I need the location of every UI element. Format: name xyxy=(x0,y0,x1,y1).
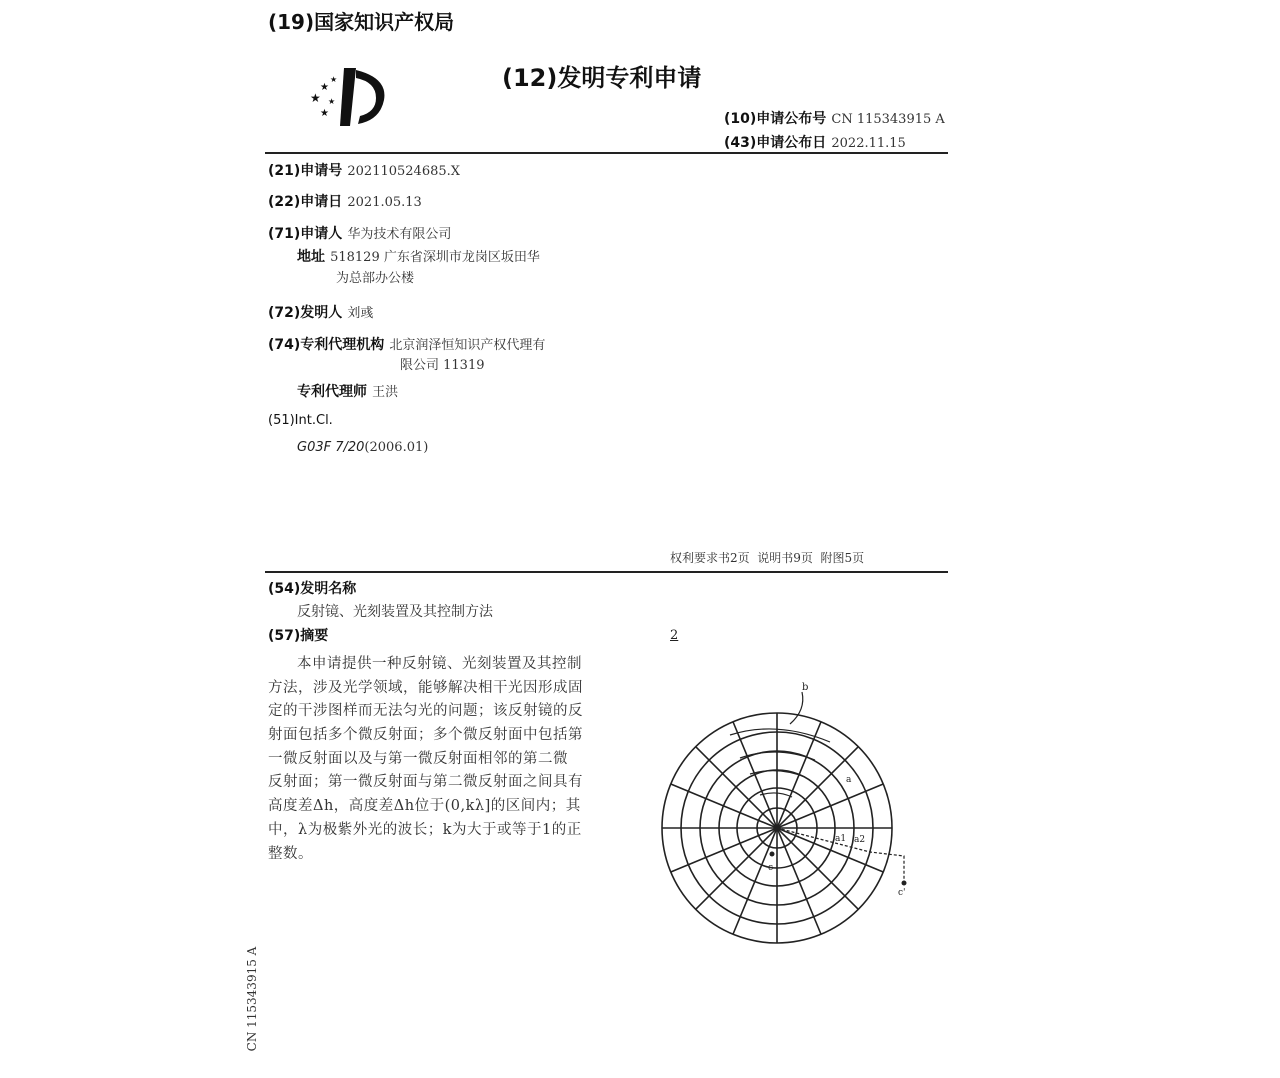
cnipa-logo xyxy=(306,64,392,128)
label-a1: a1 xyxy=(835,834,847,844)
application-number: (21)申请号 202110524685.X xyxy=(268,163,461,179)
abstract-label: (57)摘要 xyxy=(268,628,329,644)
label-c-prime: c' xyxy=(898,888,906,898)
header-divider xyxy=(265,152,948,154)
inventor: (72)发明人 刘彧 xyxy=(268,305,374,321)
svg-text:★: ★ xyxy=(310,91,321,105)
address: 地址 518129 广东省深圳市龙岗区坂田华 xyxy=(297,249,540,265)
publication-number: (10)申请公布号 CN 115343915 A xyxy=(724,111,945,127)
invention-title: 反射镜、光刻装置及其控制方法 xyxy=(297,604,493,620)
application-date: (22)申请日 2021.05.13 xyxy=(268,194,422,210)
page-counts: 权利要求书2页 说明书9页 附图5页 xyxy=(670,551,865,565)
svg-text:★: ★ xyxy=(320,108,329,119)
patent-agency-continued: 限公司 11319 xyxy=(400,358,485,373)
label-c: c xyxy=(768,863,774,873)
int-cl-label: (51)Int.Cl. xyxy=(268,413,333,428)
figure-reference: 2 xyxy=(670,628,679,643)
marker-c xyxy=(770,852,775,857)
int-cl-code: G03F 7/20(2006.01) xyxy=(297,440,429,455)
side-publication-number: CN 115343915 A xyxy=(245,946,259,1052)
document-type: (12)发明专利申请 xyxy=(502,64,702,92)
svg-text:★: ★ xyxy=(320,82,329,93)
arc-4 xyxy=(760,793,792,797)
publication-date: (43)申请公布日 2022.11.15 xyxy=(724,135,906,151)
address-continued: 为总部办公楼 xyxy=(336,271,415,286)
label-a2: a2 xyxy=(854,835,866,845)
applicant: (71)申请人 华为技术有限公司 xyxy=(268,226,452,242)
mirror-diagram xyxy=(640,680,930,950)
marker-c-prime xyxy=(902,881,907,886)
svg-text:★: ★ xyxy=(328,97,336,106)
office-name: (19)国家知识产权局 xyxy=(268,10,455,34)
patent-agency: (74)专利代理机构 北京润泽恒知识产权代理有 xyxy=(268,337,546,353)
patent-agent: 专利代理师 王洪 xyxy=(297,384,399,400)
label-b: b xyxy=(802,682,809,693)
svg-text:★: ★ xyxy=(330,75,338,84)
section-divider xyxy=(265,571,948,573)
leader-b xyxy=(790,692,803,724)
title-label: (54)发明名称 xyxy=(268,581,357,597)
label-a: a xyxy=(846,775,852,785)
